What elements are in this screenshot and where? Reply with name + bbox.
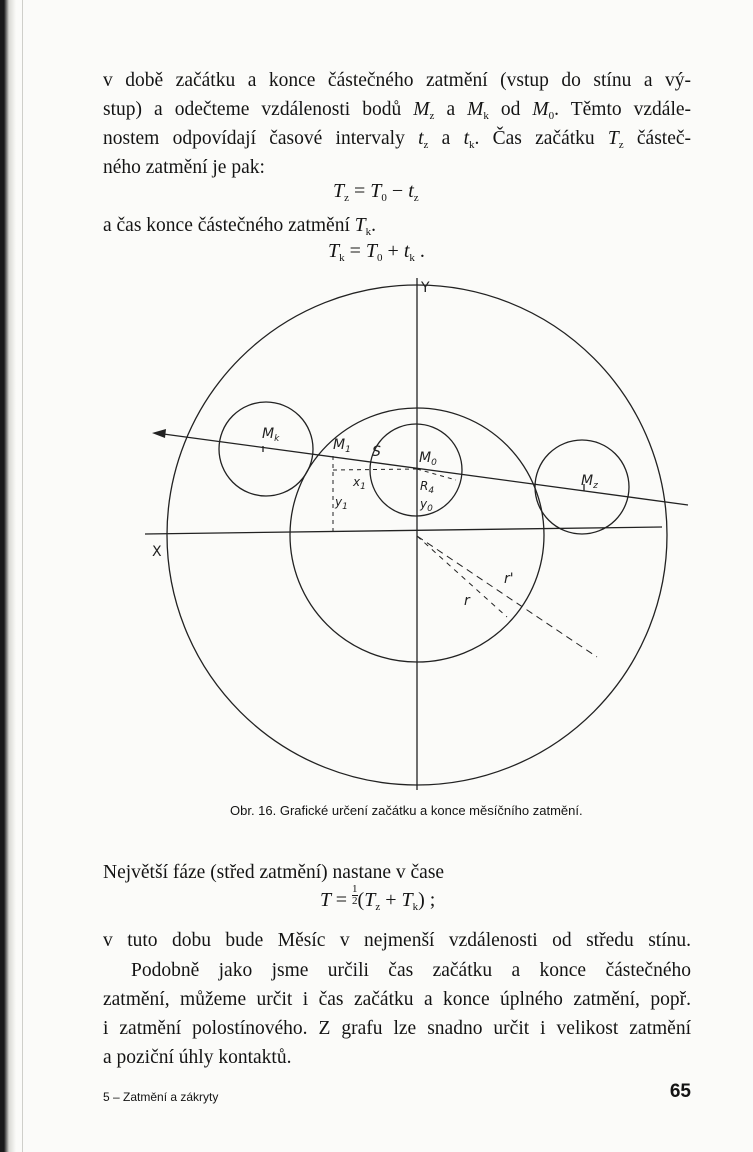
paragraph-1-line-1: v době začátku a konce částečného zatmění (vstup do stínu a vý- <box>103 70 691 91</box>
equation-start-time: $T_z = T_0 - t_z$ <box>333 180 419 204</box>
paragraph-3-line-4: a poziční úhly kontaktů. <box>103 1047 292 1068</box>
y0-label: $y_0$ <box>420 497 433 514</box>
page-number: 65 <box>669 1081 691 1102</box>
paragraph-1-line-3: nostem odpovídají časové intervaly $t_z$ a $t_k$. Čas začátku $T_z$ částeč- <box>103 128 692 151</box>
moon-path-line <box>156 433 688 505</box>
paragraph-3-line-1: Podobně jako jsme určili čas začátku a konce částečného <box>131 960 691 981</box>
paragraph-3-line-2: zatmění, můžeme určit i čas začátku a konce úplného zatmění, popř. <box>103 989 691 1010</box>
fraction-one-half: $\frac{1}{2}$ <box>352 883 358 907</box>
paragraph-2-after-eq: v tuto dobu bude Měsíc v nejmenší vzdálenosti od středu stínu. <box>103 930 691 951</box>
x-axis-line <box>145 527 662 534</box>
paragraph-1-line-2: stup) a odečteme vzdálenosti bodů $M_z$ a $M_k$ od $M_0$. Těmto vzdále- <box>103 99 692 122</box>
footer-chapter: 5 – Zatmění a zákryty <box>103 1090 219 1104</box>
paragraph-1-line-4: ného zatmění je pak: <box>103 157 265 178</box>
moon-mk-label: $M_k$ <box>262 426 280 444</box>
paragraph-2-intro: Největší fáze (střed zatmění) nastane v čase <box>103 862 445 883</box>
r-label: r <box>464 593 470 609</box>
moon-m0-label: $M_0$ <box>419 450 437 468</box>
moon-path-arrowhead <box>152 429 166 438</box>
x-axis-label: X <box>152 544 162 560</box>
shadow-center-label: S <box>372 444 381 460</box>
equation-end-time: $T_k = T_0 + t_k$ . <box>328 240 425 264</box>
moon-m1-label: $M_1$ <box>333 437 351 455</box>
x1-label: $x_1$ <box>353 475 366 492</box>
y1-label: $y_1$ <box>335 495 348 512</box>
equation-mid-time: T = $\frac{1}{2}$ $(T_z + T_k)$ ; <box>320 883 436 913</box>
moon-circle-mk <box>219 402 313 496</box>
moon-mz-label: $M_z$ <box>581 473 598 491</box>
figure-caption: Obr. 16. Grafické určení začátku a konce měsíčního zatmění. <box>230 803 583 818</box>
moon-circle-m0 <box>370 424 462 516</box>
x1-dashed <box>333 469 417 470</box>
moon-radius-label: $R_4$ <box>420 479 435 496</box>
line-end-intro: a čas konce částečného zatmění $T_k$. <box>103 215 376 238</box>
r-prime-dashed <box>417 536 597 657</box>
y-axis-label: Y <box>421 280 430 296</box>
r-prime-label: r' <box>504 571 514 587</box>
paragraph-3-line-3: i zatmění polostínového. Z grafu lze snadno určit i velikost zatmění <box>103 1018 691 1039</box>
r-dashed <box>417 536 507 617</box>
eclipse-diagram <box>0 270 753 800</box>
